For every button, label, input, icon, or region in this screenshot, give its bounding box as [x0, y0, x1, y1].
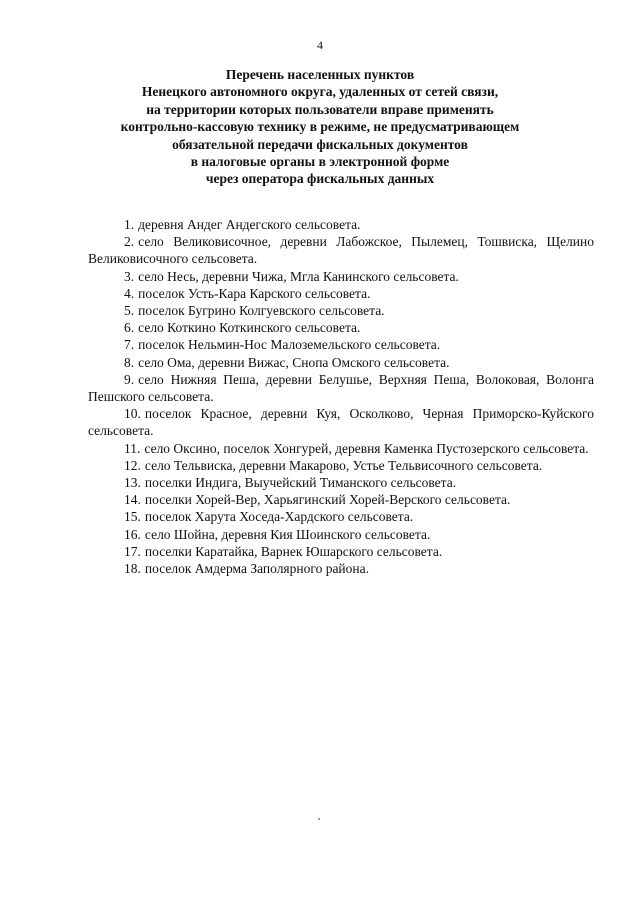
item-number: 11.: [124, 440, 141, 456]
item-text: село Оксино, поселок Хонгурей, деревня Каменка Пустозерского сельсовета.: [144, 440, 589, 456]
item-number: 3.: [124, 268, 135, 284]
scan-speck: [318, 818, 320, 820]
title-line: Ненецкого автономного округа, удаленных от сетей связи,: [141, 84, 499, 100]
document-title: [60, 66, 580, 188]
list-item: [88, 354, 594, 371]
item-number: 6.: [124, 320, 135, 336]
title-line: в налоговые органы в электронной форме: [190, 154, 450, 170]
list-item: [88, 440, 594, 457]
item-text: поселок Усть-Кара Карского сельсовета.: [138, 285, 371, 301]
item-text: село Тельвиска, деревни Макарово, Устье Тельвисочного сельсовета.: [144, 457, 543, 473]
item-text: поселок Амдерма Заполярного района.: [144, 561, 369, 577]
item-text: село Коткино Коткинского сельсовета.: [138, 320, 361, 336]
list-item: [88, 491, 594, 508]
item-text: деревня Андег Андегского сельсовета.: [138, 217, 361, 232]
item-text: поселки Каратайка, Варнек Юшарского сельсовета.: [144, 543, 443, 559]
item-text: село Шойна, деревня Кия Шоинского сельсовета.: [144, 526, 431, 542]
list-item: [88, 285, 594, 302]
item-text: село Несь, деревни Чижа, Мгла Канинского сельсовета.: [138, 268, 459, 284]
list-item: [88, 216, 594, 233]
list-item: [88, 268, 594, 285]
item-number: 12.: [124, 457, 141, 473]
item-number: 16.: [124, 526, 141, 542]
item-number: 2.: [124, 234, 135, 250]
list-item: [88, 508, 594, 525]
title-line: контрольно-кассовую технику в режиме, не предусматривающем: [120, 119, 520, 135]
item-number: 14.: [124, 492, 141, 508]
item-number: 9.: [124, 371, 135, 387]
list-item: [88, 371, 594, 405]
item-text: село Великовисочное, деревни Лабожское, Пылемец, Тошвиска, Щелино Великовисочного сельсовета.: [88, 234, 594, 267]
item-number: 15.: [124, 509, 141, 525]
title-line: через оператора фискальных данных: [205, 171, 435, 187]
list-item: [88, 560, 594, 577]
item-text: поселок Нельмин-Нос Малоземельского сельсовета.: [138, 337, 441, 353]
list-item: [88, 457, 594, 474]
item-text: село Нижняя Пеша, деревни Белушье, Верхняя Пеша, Волоковая, Волонга Пешского сельсовета.: [88, 371, 594, 405]
list-item: [88, 233, 594, 267]
item-number: 18.: [124, 561, 141, 577]
item-text: поселок Бугрино Колгуевского сельсовета.: [138, 303, 385, 319]
list-item: [88, 405, 594, 439]
title-line: Перечень населенных пунктов: [225, 67, 415, 82]
item-text: село Ома, деревни Вижас, Снопа Омского сельсовета.: [138, 354, 450, 370]
item-text: поселки Хорей-Вер, Харьягинский Хорей-Верского сельсовета.: [144, 492, 511, 508]
item-number: 8.: [124, 354, 135, 370]
list-item: [88, 319, 594, 336]
item-number: 4.: [124, 285, 135, 301]
item-text: поселки Индига, Выучейский Тиманского сельсовета.: [144, 475, 457, 491]
item-number: 10.: [124, 406, 141, 422]
item-text: поселок Красное, деревни Куя, Осколково, Черная Приморско-Куйского сельсовета.: [88, 406, 594, 439]
title-line: на территории которых пользователи вправе применять: [146, 101, 494, 117]
item-number: 17.: [124, 543, 141, 559]
list-item: [88, 474, 594, 491]
list-item: [88, 526, 594, 543]
list-item: [88, 336, 594, 353]
item-number: 13.: [124, 475, 141, 491]
title-line: обязательной передачи фискальных документов: [172, 136, 468, 152]
settlement-list: [88, 216, 594, 577]
item-number: 1.: [124, 217, 135, 232]
item-number: 7.: [124, 337, 135, 353]
page-number: 4: [317, 38, 323, 52]
item-text: поселок Харута Хоседа-Хардского сельсовета.: [144, 509, 414, 525]
list-item: [88, 543, 594, 560]
list-item: [88, 302, 594, 319]
item-number: 5.: [124, 303, 135, 319]
